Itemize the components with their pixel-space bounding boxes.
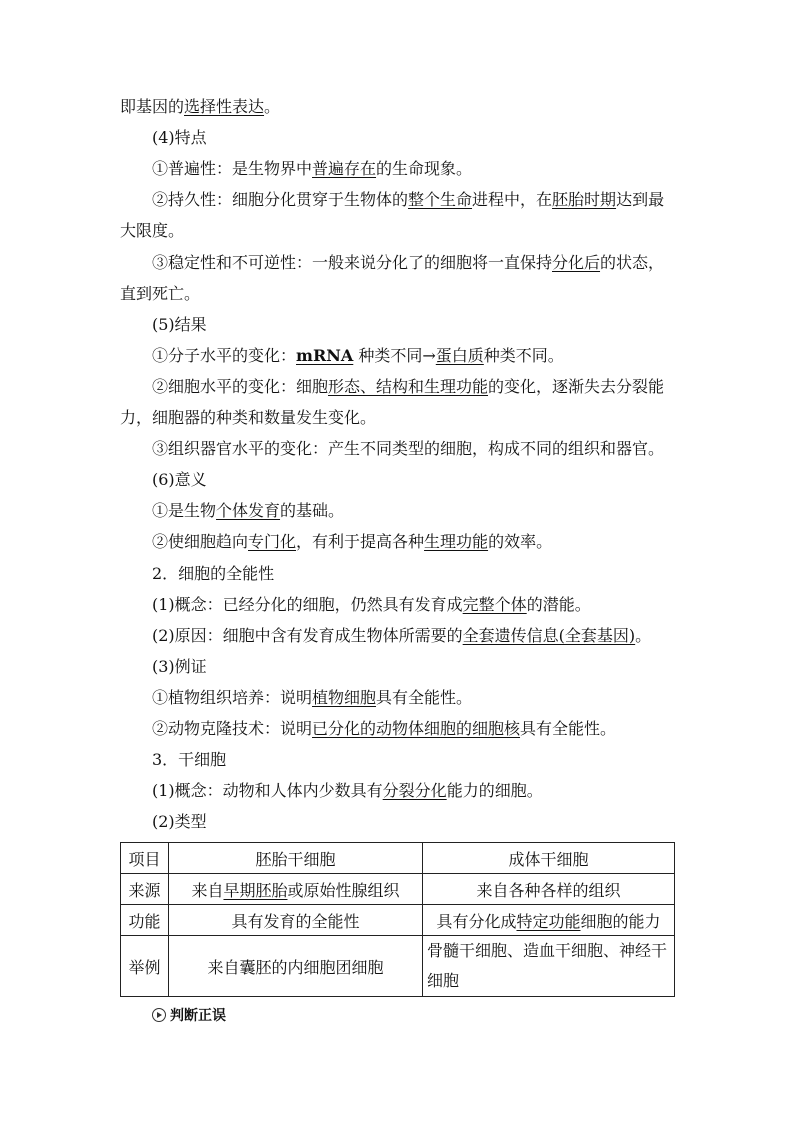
- table-header-cell: 成体干细胞: [423, 843, 675, 874]
- text-line: ①植物组织培养：说明植物细胞具有全能性。: [152, 688, 473, 707]
- text-line: ②动物克隆技术：说明已分化的动物体细胞的细胞核具有全能性。: [152, 719, 617, 738]
- heading-significance: (6)意义: [152, 470, 207, 489]
- text-line: (1)概念：动物和人体内少数具有分裂分化能力的细胞。: [152, 781, 543, 800]
- table-cell: 具有发育的全能性: [169, 905, 423, 936]
- heading-results: (5)结果: [152, 315, 207, 334]
- table-cell: 来自囊胚的内细胞团细胞: [169, 936, 423, 997]
- table-row: [121, 905, 675, 936]
- text-line: ③稳定性和不可逆性：一般来说分化了的细胞将一直保持分化后的状态，: [152, 253, 665, 272]
- table-cell: 来自早期胚胎或原始性腺组织: [169, 874, 423, 905]
- text-line: ①分子水平的变化：mRNA 种类不同→蛋白质种类不同。: [152, 346, 564, 365]
- heading-examples: (3)例证: [152, 657, 207, 676]
- table-cell: 骨髓干细胞、造血干细胞、神经干细胞: [423, 936, 675, 997]
- row-label: 举例: [121, 936, 169, 997]
- heading-types: (2)类型: [152, 812, 207, 831]
- text-line: 即基因的选择性表达。: [120, 97, 281, 116]
- stem-cell-table: [120, 842, 675, 997]
- heading-features: (4)特点: [152, 128, 207, 147]
- text-line: 直到死亡。: [120, 284, 201, 303]
- text-line: ①普遍性：是生物界中普遍存在的生命现象。: [152, 159, 473, 178]
- table-header-row: [121, 843, 675, 874]
- text-line: ③组织器官水平的变化：产生不同类型的细胞，构成不同的组织和器官。: [152, 439, 665, 458]
- text-line: ②使细胞趋向专门化，有利于提高各种生理功能的效率。: [152, 532, 553, 551]
- section-heading: 2．细胞的全能性: [152, 564, 275, 583]
- table-row: [121, 936, 675, 997]
- text-line: 大限度。: [120, 221, 185, 240]
- text-line: ②持久性：细胞分化贯穿于生物体的整个生命进程中，在胚胎时期达到最: [152, 190, 665, 209]
- play-circle-icon: [152, 1008, 166, 1022]
- table-header-cell: 胚胎干细胞: [169, 843, 423, 874]
- text-line: (1)概念：已经分化的细胞，仍然具有发育成完整个体的潜能。: [152, 595, 591, 614]
- text-line: ②细胞水平的变化：细胞形态、结构和生理功能的变化，逐渐失去分裂能: [152, 377, 665, 396]
- row-label: 来源: [121, 874, 169, 905]
- table-cell: 来自各种各样的组织: [423, 874, 675, 905]
- table-header-cell: 项目: [121, 843, 169, 874]
- section-heading: 3．干细胞: [152, 750, 227, 769]
- table-row: [121, 874, 675, 905]
- judge-label-text: 判断正误: [170, 1008, 226, 1024]
- text-line: ①是生物个体发育的基础。: [152, 501, 345, 520]
- row-label: 功能: [121, 905, 169, 936]
- judge-section-label: [152, 1005, 226, 1025]
- text-line: (2)原因：细胞中含有发育成生物体所需要的全套遗传信息(全套基因)。: [152, 626, 652, 645]
- text-line: 力，细胞器的种类和数量发生变化。: [120, 408, 377, 427]
- table-cell: 具有分化成特定功能细胞的能力: [423, 905, 675, 936]
